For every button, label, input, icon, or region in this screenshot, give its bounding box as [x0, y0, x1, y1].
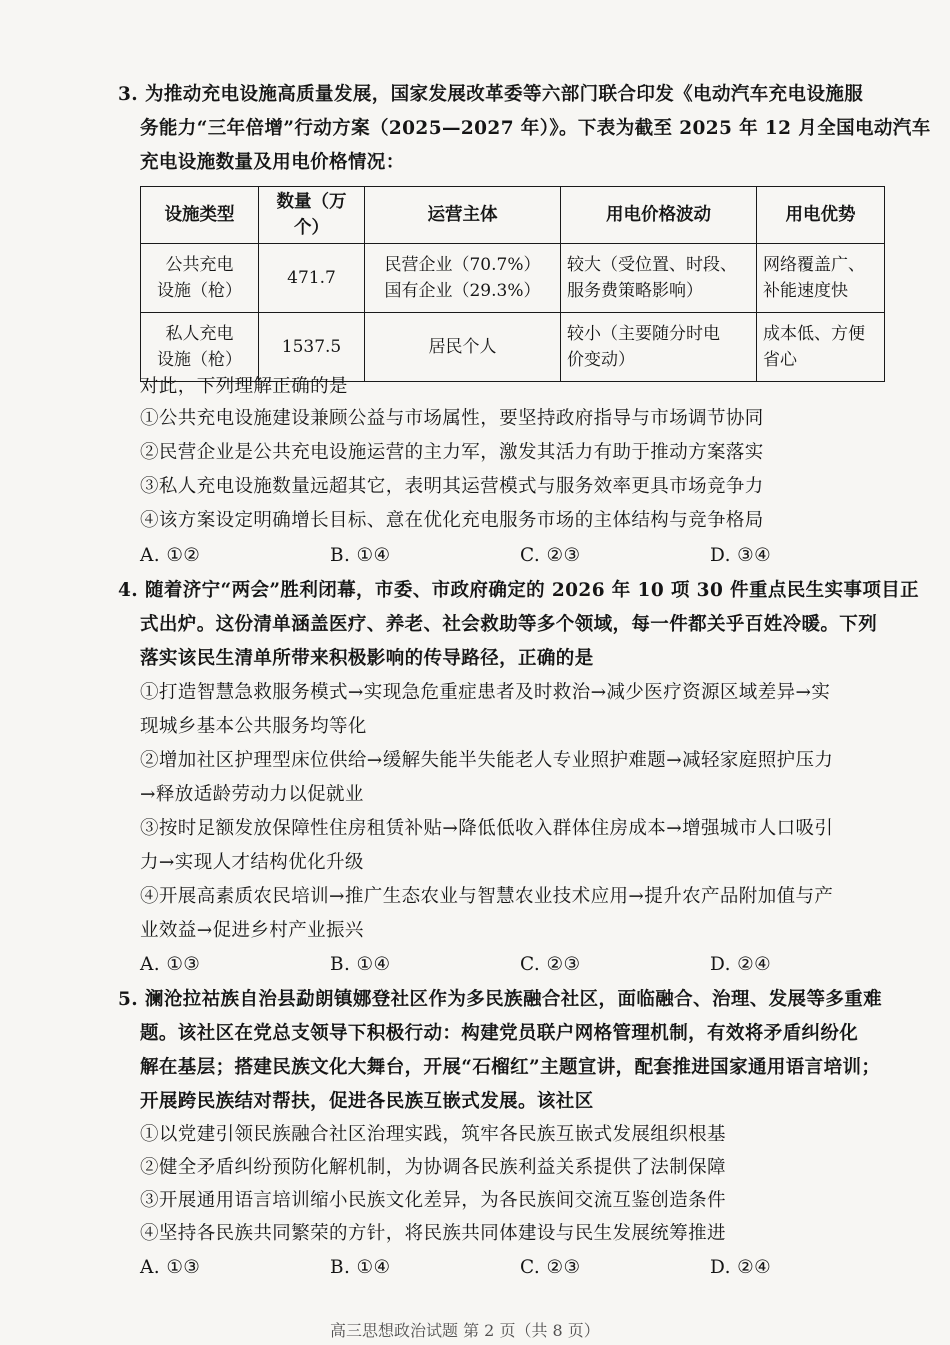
- choice-c[interactable]: C. ②③: [520, 1257, 581, 1278]
- cell-text: 服务费策略影响）: [567, 281, 703, 301]
- choice-d[interactable]: D. ③④: [710, 545, 772, 566]
- q3-option-4: ④该方案设定明确增长目标、意在优化充电服务市场的主体结构与竞争格局: [140, 510, 764, 531]
- cell-text: 较大（受位置、时段、: [567, 255, 737, 275]
- q3-stem-line-3: 充电设施数量及用电价格情况：: [140, 152, 405, 173]
- q4-option-3: ③按时足额发放保障性住房租赁补贴→降低低收入群体住房成本→增强城市人口吸引: [140, 818, 834, 839]
- choice-b[interactable]: B. ①④: [330, 954, 391, 975]
- cell-text: 省心: [763, 350, 797, 370]
- q5-option-4: ④坚持各民族共同繁荣的方针，将民族共同体建设与民生发展统筹推进: [140, 1223, 726, 1244]
- count-cell: 1537.5: [259, 313, 365, 382]
- choice-d[interactable]: D. ②④: [710, 1257, 772, 1278]
- facility-type-cell: [141, 244, 259, 313]
- cell-text: 国有企业（29.3%）: [384, 281, 541, 301]
- operator-cell: [365, 244, 561, 313]
- advantage-cell: [757, 244, 885, 313]
- cell-text: 价变动）: [567, 350, 635, 370]
- q5-stem-line-2: 题。该社区在党总支领导下积极行动：构建党员联户网格管理机制，有效将矛盾纠纷化: [140, 1023, 859, 1044]
- table-header-row: [141, 187, 885, 244]
- table-header: 数量（万个）: [259, 187, 365, 244]
- choice-a[interactable]: A. ①③: [140, 954, 201, 975]
- q4-choices: [140, 952, 771, 978]
- table-header: 运营主体: [365, 187, 561, 244]
- cell-text: 私人充电: [165, 324, 234, 344]
- cell-text: 成本低、方便: [763, 324, 865, 344]
- operator-cell: [365, 313, 561, 382]
- cell-text: 网络覆盖广、: [763, 255, 865, 275]
- count-cell: 471.7: [259, 244, 365, 313]
- cell-text: 民营企业（70.7%）: [384, 255, 541, 275]
- q4-stem-line-1: 4. 随着济宁“两会”胜利闭幕，市委、市政府确定的 2026 年 10 项 30 件重点民生实事项目正: [118, 580, 920, 601]
- q4-option-4: ④开展高素质农民培训→推广生态农业与智慧农业技术应用→提升农产品附加值与产: [140, 886, 834, 907]
- q4-option-4-cont: 业效益→促进乡村产业振兴: [140, 920, 364, 941]
- q4-option-3-cont: 力→实现人才结构优化升级: [140, 852, 364, 873]
- choice-b[interactable]: B. ①④: [330, 545, 391, 566]
- q4-option-1: ①打造智慧急救服务模式→实现急危重症患者及时救治→减少医疗资源区域差异→实: [140, 682, 831, 703]
- charging-facility-table: [140, 186, 885, 382]
- page-footer: 高三思想政治试题 第 2 页（共 8 页）: [330, 1321, 600, 1340]
- q4-stem-line-3: 落实该民生清单所带来积极影响的传导路径，正确的是: [140, 648, 594, 669]
- facility-type-cell: [141, 313, 259, 382]
- q5-option-2: ②健全矛盾纠纷预防化解机制，为协调各民族利益关系提供了法制保障: [140, 1157, 726, 1178]
- q3-stem-line-1: 3. 为推动充电设施高质量发展，国家发展改革委等六部门联合印发《电动汽车充电设施服: [118, 84, 864, 105]
- q5-option-3: ③开展通用语言培训缩小民族文化差异，为各民族间交流互鉴创造条件: [140, 1190, 726, 1211]
- q4-option-2-cont: →释放适龄劳动力以促就业: [140, 784, 364, 805]
- choice-c[interactable]: C. ②③: [520, 545, 581, 566]
- table-row: [141, 244, 885, 313]
- table-header: 设施类型: [141, 187, 259, 244]
- table-header: 用电价格波动: [561, 187, 757, 244]
- cell-text: 居民个人: [428, 337, 497, 357]
- cell-text: 补能速度快: [763, 281, 848, 301]
- price-cell: [561, 244, 757, 313]
- advantage-cell: [757, 313, 885, 382]
- q4-option-1-cont: 现城乡基本公共服务均等化: [140, 716, 367, 737]
- q4-stem-line-2: 式出炉。这份清单涵盖医疗、养老、社会救助等多个领域，每一件都关乎百姓冷暖。下列: [140, 614, 878, 635]
- q3-prompt: 对此，下列理解正确的是: [140, 376, 348, 397]
- choice-a[interactable]: A. ①②: [140, 545, 201, 566]
- q3-option-1: ①公共充电设施建设兼顾公益与市场属性，要坚持政府指导与市场调节协同: [140, 408, 764, 429]
- q4-option-2: ②增加社区护理型床位供给→缓解失能半失能老人专业照护难题→减轻家庭照护压力: [140, 750, 834, 771]
- q3-choices: [140, 543, 771, 569]
- cell-text: 设施（枪）: [157, 281, 242, 301]
- q5-choices: [140, 1255, 771, 1281]
- q3-stem-line-2: 务能力“三年倍增”行动方案（2025—2027 年）》。下表为截至 2025 年 12 月全国电动汽车: [140, 118, 931, 139]
- cell-text: 较小（主要随分时电: [567, 324, 720, 344]
- choice-d[interactable]: D. ②④: [710, 954, 772, 975]
- q5-stem-line-3: 解在基层；搭建民族文化大舞台，开展“石榴红”主题宣讲，配套推进国家通用语言培训；: [140, 1057, 881, 1078]
- table-row: [141, 313, 885, 382]
- q3-option-3: ③私人充电设施数量远超其它，表明其运营模式与服务效率更具市场竞争力: [140, 476, 764, 497]
- cell-text: 公共充电: [165, 255, 234, 275]
- choice-a[interactable]: A. ①③: [140, 1257, 201, 1278]
- q5-option-1: ①以党建引领民族融合社区治理实践，筑牢各民族互嵌式发展组织根基: [140, 1124, 726, 1145]
- price-cell: [561, 313, 757, 382]
- cell-text: 设施（枪）: [157, 350, 242, 370]
- choice-b[interactable]: B. ①④: [330, 1257, 391, 1278]
- q3-option-2: ②民营企业是公共充电设施运营的主力军，激发其活力有助于推动方案落实: [140, 442, 764, 463]
- q5-stem-line-1: 5. 澜沧拉祜族自治县勐朗镇娜登社区作为多民族融合社区，面临融合、治理、发展等多重难: [118, 989, 883, 1010]
- choice-c[interactable]: C. ②③: [520, 954, 581, 975]
- table-header: 用电优势: [757, 187, 885, 244]
- q5-stem-line-4: 开展跨民族结对帮扶，促进各民族互嵌式发展。该社区: [140, 1091, 594, 1112]
